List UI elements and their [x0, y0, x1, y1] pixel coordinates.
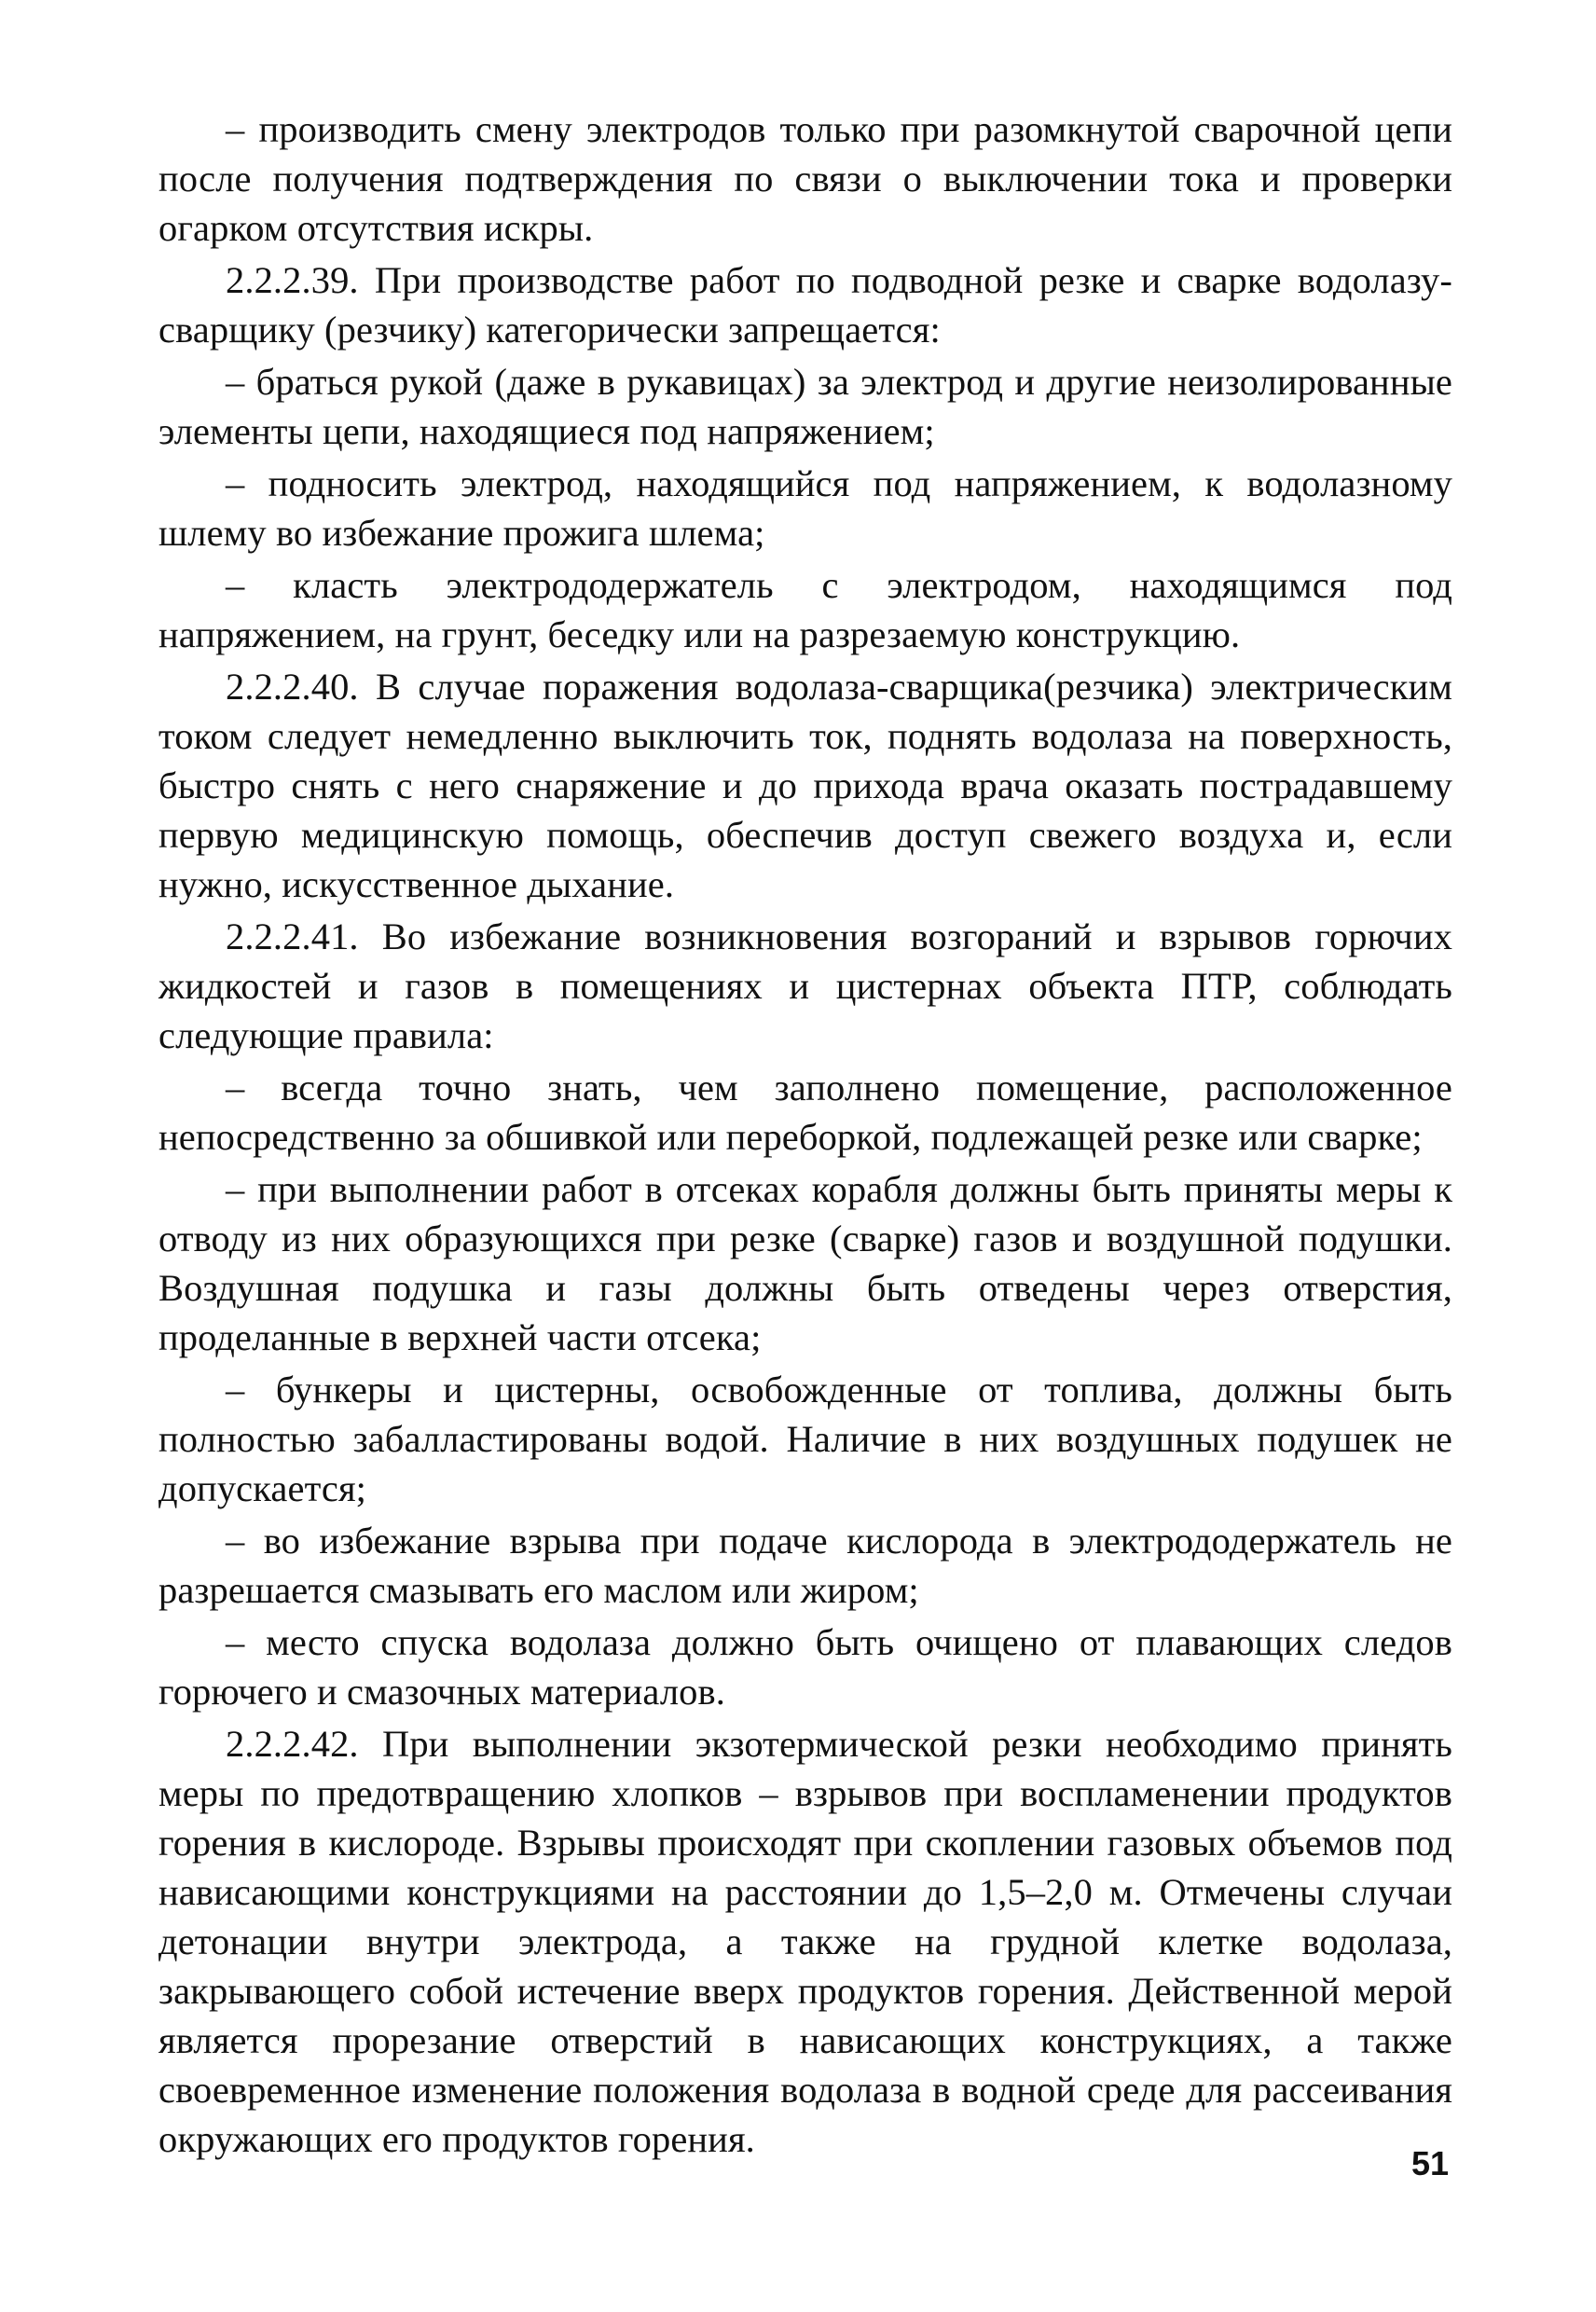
paragraph: 2.2.2.39. При производстве работ по подводной резке и сварке водолазу-сварщику (резчику) категорически запрещается:: [158, 259, 1452, 351]
paragraph: – во избежание взрыва при подаче кислорода в электрододержатель не разрешается смазывать его маслом или жиром;: [158, 1520, 1452, 1611]
page-body: [158, 104, 1452, 2167]
paragraph: 2.2.2.40. В случае поражения водолаза-сварщика(резчика) электрическим током следует немедленно выключить ток, поднять водолаза на поверхность, быстро снять с него снаряжение и до прихода врача оказать пострадавшему первую медицинскую помощь, обеспечив доступ свежего воздуха и, если нужно, искусственное дыхание.: [158, 666, 1452, 905]
paragraph: – браться рукой (даже в рукавицах) за электрод и другие неизолированные элементы цепи, находящиеся под напряжением;: [158, 361, 1452, 452]
paragraph: – бункеры и цистерны, освобожденные от топлива, должны быть полностью забалластированы водой. Наличие в них воздушных подушек не допускается;: [158, 1369, 1452, 1509]
paragraph: – при выполнении работ в отсеках корабля должны быть приняты меры к отводу из них образующихся при резке (сварке) газов и воздушной подушки. Воздушная подушка и газы должны быть отведены через отверстия, проделанные в верхней части отсека;: [158, 1168, 1452, 1358]
paragraph: – производить смену электродов только при разомкнутой сварочной цепи после получения подтверждения по связи о выключении тока и проверки огарком отсутствия искры.: [158, 108, 1452, 249]
paragraph: – всегда точно знать, чем заполнено помещение, расположенное непосредственно за обшивкой или переборкой, подлежащей резке или сварке;: [158, 1067, 1452, 1158]
paragraph: 2.2.2.41. Во избежание возникновения возгораний и взрывов горючих жидкостей и газов в помещениях и цистернах объекта ПТР, соблюдать следующие правила:: [158, 915, 1452, 1056]
paragraph: – класть электрододержатель с электродом, находящимся под напряжением, на грунт, беседку или на разрезаемую конструкцию.: [158, 564, 1452, 655]
paragraph: – место спуска водолаза должно быть очищено от плавающих следов горючего и смазочных материалов.: [158, 1621, 1452, 1713]
paragraph: – подносить электрод, находящийся под напряжением, к водолазному шлему во избежание прожига шлема;: [158, 462, 1452, 554]
paragraph: 2.2.2.42. При выполнении экзотермической резки необходимо принять меры по предотвращению хлопков – взрывов при воспламенении продуктов горения в кислороде. Взрывы происходят при скоплении газовых объемов под нависающими конструкциями на расстоянии до 1,5–2,0 м. Отмечены случаи детонации внутри электрода, а также на грудной клетке водолаза, закрывающего собой истечение вверх продуктов горения. Действенной мерой является прорезание отверстий в нависающих конструкциях, а также своевременное изменение положения водолаза в водной среде для рассеивания окружающих его продуктов горения.: [158, 1723, 1452, 2160]
page-number: 51: [1410, 2144, 1449, 2182]
